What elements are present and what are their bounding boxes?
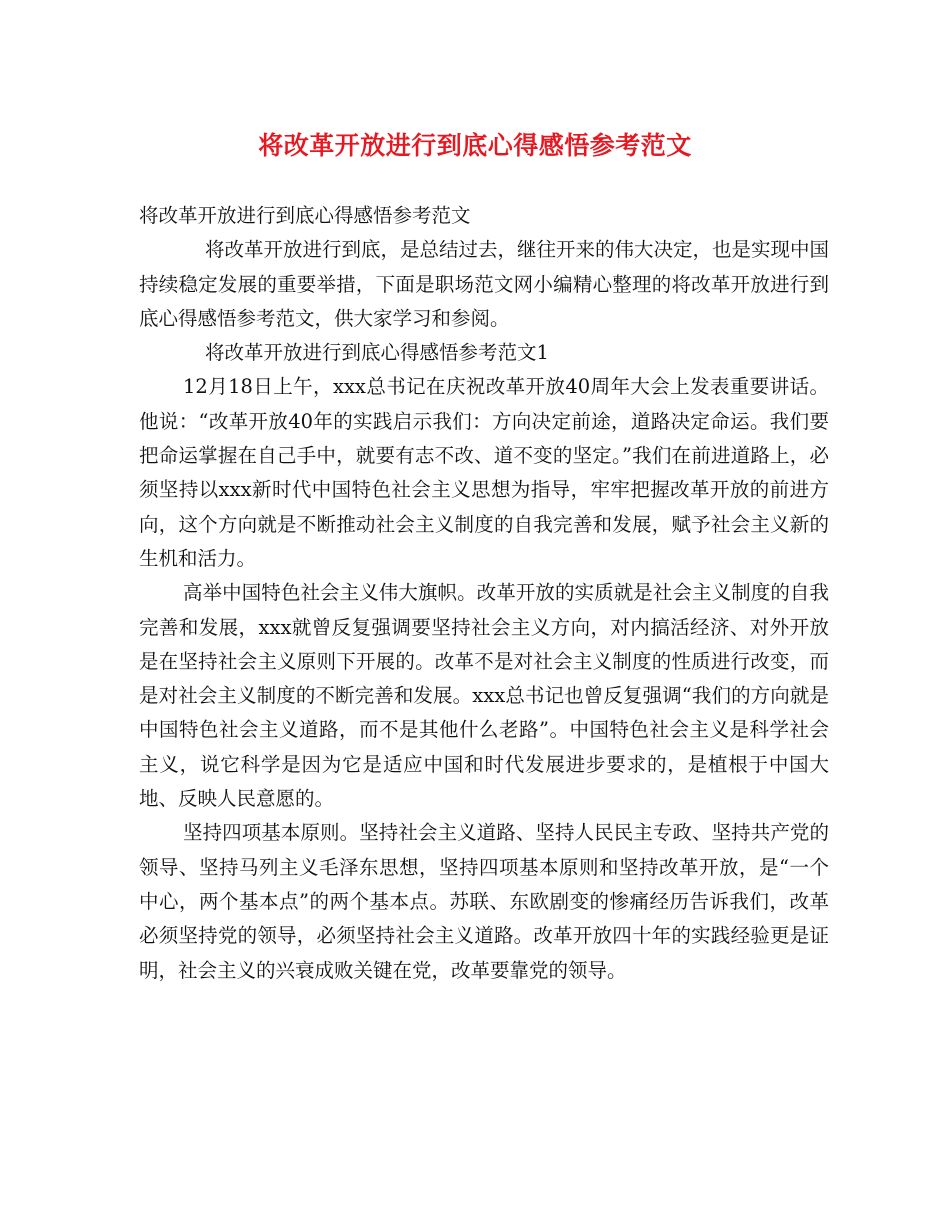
paragraph-subtitle: 将改革开放进行到底心得感悟参考范文	[139, 204, 471, 227]
paragraph-section-heading: 将改革开放进行到底心得感悟参考范文1	[205, 341, 549, 365]
document-body	[139, 199, 829, 988]
paragraph-body-2: 高举中国特色社会主义伟大旗帜。改革开放的实质就是社会主义制度的自我完善和发展，xxx就曾反复强调要坚持社会主义方向，对内搞活经济、对外开放是在坚持社会主义原则下开展的。改革不是对社会主义制度的性质进行改变，而是对社会主义制度的不断完善和发展。xxx总书记也曾反复强调“我们的方向就是中国特色社会主义道路，而不是其他什么老路”。中国特色社会主义是科学社会主义，说它科学是因为它是适应中国和时代发展进步要求的，是植根于中国大地、反映人民意愿的。	[139, 581, 829, 811]
paragraph-intro: 将改革开放进行到底，是总结过去，继往开来的伟大决定，也是实现中国持续稳定发展的重要举措，下面是职场范文网小编精心整理的将改革开放进行到底心得感悟参考范文，供大家学习和参阅。	[139, 238, 830, 330]
paragraph-body-1: 12月18日上午，xxx总书记在庆祝改革开放40周年大会上发表重要讲话。他说：“改革开放40年的实践启示我们：方向决定前途，道路决定命运。我们要把命运掌握在自己手中，就要有志不改、道不变的坚定。”我们在前进道路上，必须坚持以xxx新时代中国特色社会主义思想为指导，牢牢把握改革开放的前进方向，这个方向就是不断推动社会主义制度的自我完善和发展，赋予社会主义新的生机和活力。	[139, 375, 829, 570]
paragraph-body-3: 坚持四项基本原则。坚持社会主义道路、坚持人民民主专政、坚持共产党的领导、坚持马列主义毛泽东思想，坚持四项基本原则和坚持改革开放，是“一个中心，两个基本点”的两个基本点。苏联、东欧剧变的惨痛经历告诉我们，改革必须坚持党的领导，必须坚持社会主义道路。改革开放四十年的实践经验更是证明，社会主义的兴衰成败关键在党，改革要靠党的领导。	[139, 821, 829, 982]
document-title: 将改革开放进行到底心得感悟参考范文	[258, 131, 692, 160]
